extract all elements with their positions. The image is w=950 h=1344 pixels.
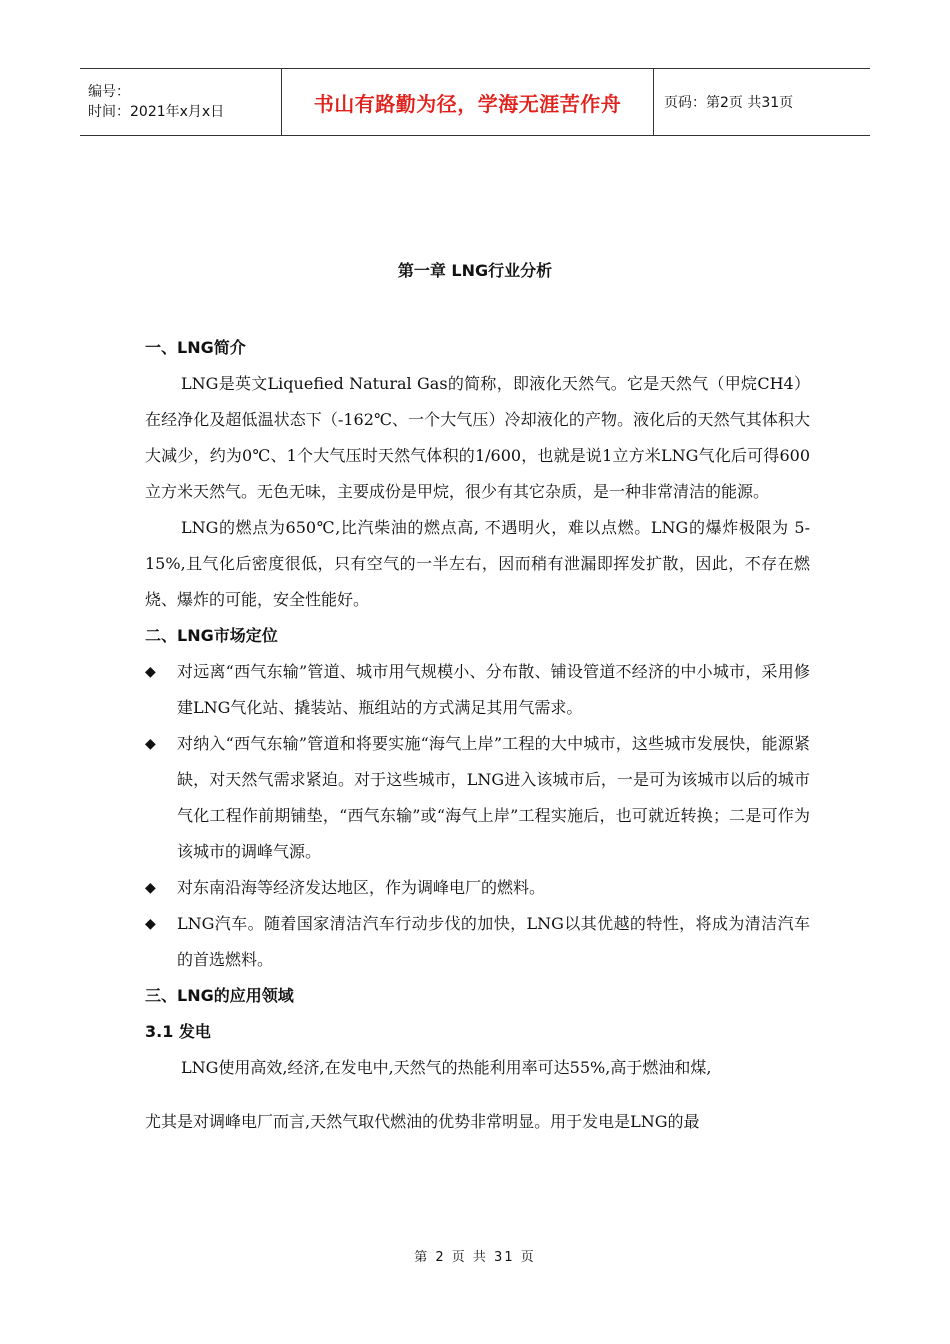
section-3-paragraph: LNG使用高效,经济,在发电中,天然气的热能利用率可达55%,高于燃油和煤, xyxy=(181,1058,712,1077)
list-item-text: LNG汽车。随着国家清洁汽车行动步伐的加快，LNG以其优越的特性，将成为清洁汽车的首选燃料。 xyxy=(177,914,810,969)
list-item-text: 对东南沿海等经济发达地区，作为调峰电厂的燃料。 xyxy=(177,878,546,897)
header-motto: 书山有路勤为径，学海无涯苦作舟 xyxy=(313,91,622,116)
list-item-text: 对远离“西气东输”管道、城市用气规模小、分布散、铺设管道不经济的中小城市，采用修建LNG气化站、撬装站、瓶组站的方式满足其用气需求。 xyxy=(177,662,810,717)
diamond-bullet-icon: ◆ xyxy=(145,664,156,680)
list-item-text: 对纳入“西气东输”管道和将要实施“海气上岸”工程的大中城市，这些城市发展快，能源紧缺，对天然气需求紧迫。对于这些城市，LNG进入该城市后，一是可为该城市以后的城市气化工程作前期铺垫，“西气东输”或“海气上岸”工程实施后，也可就近转换；二是可作为该城市的调峰气源。 xyxy=(177,734,810,861)
section-3-1-title: 3.1 发电 xyxy=(145,1022,211,1041)
list-item xyxy=(145,906,810,978)
document-body xyxy=(145,330,810,1140)
page-info: 页码：第2页 共31页 xyxy=(664,95,794,111)
header-motto-cell xyxy=(282,69,654,135)
chapter-title: 第一章 LNG行业分析 xyxy=(397,261,553,280)
page-footer: 第 2 页 共 31 页 xyxy=(414,1250,536,1265)
number-label: 编号： xyxy=(88,84,130,100)
section-1-title: 一、LNG简介 xyxy=(145,338,246,357)
paragraph-gap xyxy=(145,1086,810,1104)
diamond-bullet-icon: ◆ xyxy=(145,880,156,896)
header-left-cell xyxy=(80,69,282,135)
section-3-title: 三、LNG的应用领域 xyxy=(145,986,294,1005)
section-3-paragraph-continued: 尤其是对调峰电厂而言,天然气取代燃油的优势非常明显。用于发电是LNG的最 xyxy=(145,1112,700,1131)
section-1-paragraph: LNG是英文Liquefied Natural Gas的简称，即液化天然气。它是天然气（甲烷CH4）在经净化及超低温状态下（-162℃、一个大气压）冷却液化的产物。液化后的天然气其体积大大减少，约为0℃、1个大气压时天然气体积的1/600，也就是说1立方米LNG气化后可得600立方米天然气。无色无味，主要成份是甲烷，很少有其它杂质，是一种非常清洁的能源。 xyxy=(145,374,810,501)
section-2-title: 二、LNG市场定位 xyxy=(145,626,278,645)
header-table xyxy=(80,68,870,136)
time-label: 时间：2021年x月x日 xyxy=(88,104,225,120)
list-item xyxy=(145,654,810,726)
section-1-paragraph: LNG的燃点为650℃,比汽柴油的燃点高, 不遇明火，难以点燃。LNG的爆炸极限为 5-15%,且气化后密度很低，只有空气的一半左右，因而稍有泄漏即挥发扩散，因此，不存在燃烧、爆炸的可能，安全性能好。 xyxy=(145,518,810,609)
diamond-bullet-icon: ◆ xyxy=(145,736,156,752)
header-page-cell xyxy=(654,69,870,135)
list-item xyxy=(145,870,810,906)
list-item xyxy=(145,726,810,870)
diamond-bullet-icon: ◆ xyxy=(145,916,156,932)
